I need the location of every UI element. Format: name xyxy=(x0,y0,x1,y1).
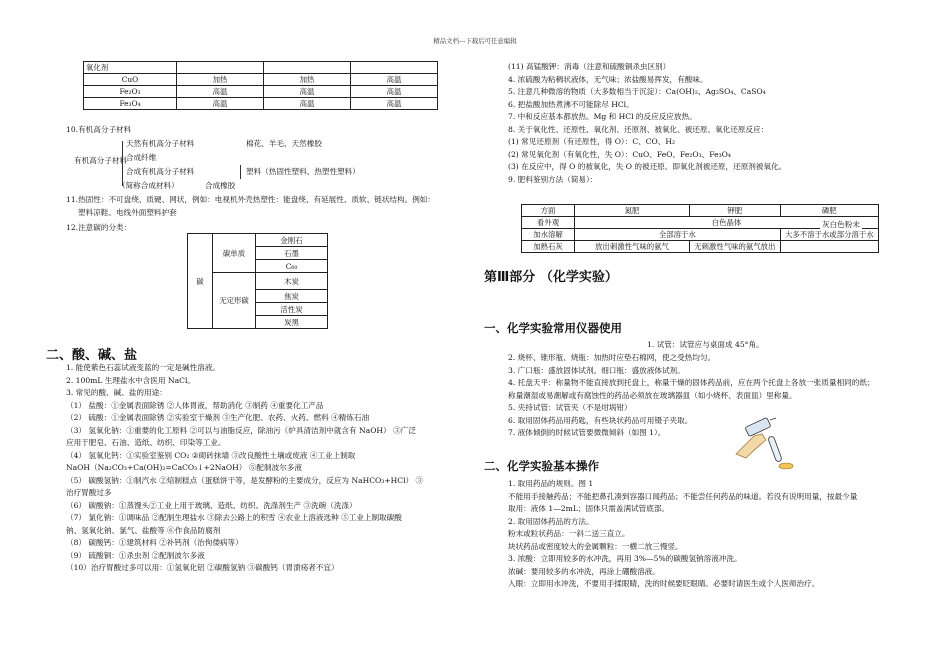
lab1-title: 一、化学实验常用仪器使用 xyxy=(484,321,622,335)
part3-title: 第Ⅲ部分 （化学实验） xyxy=(484,270,618,285)
fertilizer-phosphate-appearance: 灰白色粉末 xyxy=(822,220,860,229)
lab1-item1: 1. 试管：试管应与桌面成 45°角。 xyxy=(647,340,764,349)
section-title: 二、酸、碱、盐 xyxy=(46,348,138,363)
pouring-liquid-figure xyxy=(726,414,796,472)
item-12: 12.注意碳的分类： xyxy=(66,223,132,232)
right-list: (11) 高锰酸钾：消毒（注意和硫酸铜杀虫区别） 4. 浓硫酸为粘稠状液体，无气味；浓盐酸易挥发，有酸味。 5. 注意几种微溶的物质（大多数相当于沉淀）：Ca(OH)₂、Ag₂SO₄、CaSO₄ 6. 把盐酸加热煮沸不可能除尽 HCl。 7. 中和反应基本都放热。Mg 和 HCl 的反应反应放热。 8. 关于氧化性、还原性、氧化剂、还原剂、被氧化、被还原、氧化还原反应： (1) 常见还原剂（有还原性，得 O）：C、CO、H₂ (2) 常见氧化剂（有氧化性，失 O）：CuO、FeO、Fe₂O₃、Fe₃O₄ (3) 在反应中，得 O 的被氧化，失 O 的被还原。即氧化剂被还原，还原剂被氧化。 9. 肥料鉴别方法（简易）： xyxy=(508,62,787,184)
carbon-table: 碳 碳单质 金刚石 石墨 C₆₀ 无定形碳 木炭 焦炭 活性炭 炭黑 xyxy=(187,233,328,329)
acid-base-salt-list: 1. 能使紫色石蕊试液变蓝的一定是碱性溶液。 2. 100mL 生理盐水中含医用 NaCl。 3. 常见的酸、碱、盐的用途： （1） 盐酸：①金属表面除锈 ②人体胃液，帮助消化 ③制药 ④重要化工产品 （2） 硫酸：①金属表面除锈 ②实验室干燥剂 ③生产化肥、农药、火药、燃料 ④精炼石油 （3） 氢氧化钠：①重要的化工原料 ②可以与油脂反应，除油污（炉具清洁剂中就含有 NaOH） ③广泛 应用于肥皂、石油、造纸、纺织、印染等工业。 （4） 氢氧化钙：①实验室鉴别 CO₂ ②砌砖抹墙 ③改良酸性土壤或废液 ④工业上制取 NaOH（Na₂CO₃+Ca(OH)₂=CaCO₃↓+2NaOH） ⑤配制波尔多液 （5） 碳酸氢钠：①制汽水 ②焙制糕点（蛋糕饼干等，是发酵粉的主要成分，反应为 NaHCO₃+HCl） ③ 治疗胃酸过多 （6） 碳酸钠：①蒸馒头②工业上用于玻璃、造纸、纺织、洗涤剂生产 ③洗碗（洗涤） （7） 氯化钠：①调味品 ②配制生理盐水 ③除去公路上的积雪 ④农业上溶液选种 ⑤工业上制取碳酸 钠、氢氧化钠、氯气、盐酸等 ⑥作食品防腐剂 （8） 碳酸钙：①建筑材料 ②补钙剂（治佝偻病等） （9） 硫酸铜：①杀虫剂 ②配制波尔多液 （10）治疗胃酸过多可以用：①氢氧化铝 ②碳酸氢钠 ③碳酸钙（胃溃疡者不宜） xyxy=(66,363,424,572)
oxidant-table: 氧化剂 CuO 加热 加热 高温 Fe₂O₃ 高温 高温 高温 Fe₃O₄ 高温 高温 高温 xyxy=(83,61,438,110)
lab2-title: 二、化学实验基本操作 xyxy=(484,459,599,473)
lab2-list: 1. 取用药品的规则。图 1 不能用手接触药品；不能把鼻孔凑到容器口闻药品；不能尝任何药品的味道。若没有说明用量，按最少量 取用：液体 1—2mL；固体只需盖满试管底部。 2. 取用固体药品的方法。 粉末或粒状药品：一斜二送三直立。 块状药品或密度较大的金属颗粒：一横二放三慢竖。 3. 浓酸：立即用较多的水冲洗，再用 3%—5%的碳酸氢钠溶液冲洗。 浓碱：要用较多的水冲洗，再涂上硼酸溶液。 入眼：立即用水冲洗，不要用手揉眼睛，洗的时候要眨眼睛。必要时请医生或个人医师治疗。 xyxy=(508,479,858,588)
page-header: 精品文档---下载后可任意编辑 xyxy=(433,37,517,45)
fertilizer-table: 方面 氮肥 钾肥 磷肥 看外观 白色晶体 加水溶解 全部溶于水 大多不溶于水或部分溶于水 加熟石灰 放出刺激性气味的氨气 无刺激性气味的氨气放出 xyxy=(521,204,879,253)
item-11: 11.热固性：不可盘绕、质硬、网状，例如：电视机外壳热塑性：能盘绕、有延展性、质软、链状结构。例如： 塑料凉鞋、电线外面塑料护套 xyxy=(66,195,435,217)
lab1-list: 2. 烧杯、锥形瓶、烧瓶：加热时应垫石棉网，使之受热均匀。 3. 广口瓶：盛放固体试剂。细口瓶：盛放液体试剂。 4. 托盘天平：称量物不能直接放到托盘上，称量干燥的固体药品前，应在两个托盘上各放一张质量相同的纸； 称量潮湿或易潮解或有腐蚀性的药品必须放在玻璃器皿（如小烧杯、表面皿）里称量。 5. 夹持试管：试管夹（不是坩埚钳） 6. 取用固体药品用药匙，有些块状药品可用镊子夹取。 7. 液体倾倒的时候试管要微微倾斜（如图 1）。 xyxy=(508,353,875,437)
table-cell: 氧化剂 xyxy=(84,62,177,74)
